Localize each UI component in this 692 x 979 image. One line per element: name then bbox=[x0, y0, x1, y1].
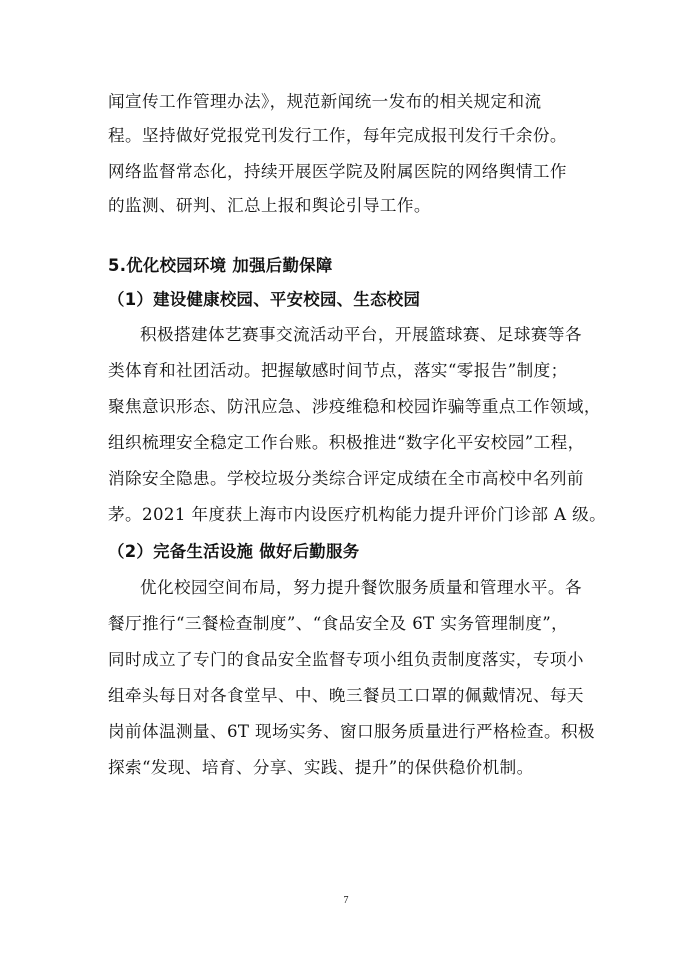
paragraph-line: 同时成立了专门的食品安全监督专项小组负责制度落实，专项小 bbox=[108, 650, 584, 669]
paragraph-line: 组牵头每日对各食堂早、中、晚三餐员工口罩的佩戴情况、每天 bbox=[108, 686, 584, 705]
paragraph-line: 岗前体温测量、6T 现场实务、窗口服务质量进行严格检查。积极 bbox=[108, 722, 595, 741]
paragraph-line: 餐厅推行“三餐检查制度”、“食品安全及 6T 实务管理制度”， bbox=[108, 614, 569, 633]
paragraph-line: 的监测、研判、汇总上报和舆论引导工作。 bbox=[108, 196, 431, 215]
paragraph-line: 聚焦意识形态、防汛应急、涉疫维稳和校园诈骗等重点工作领域， bbox=[108, 397, 601, 416]
paragraph-line: 闻宣传工作管理办法》，规范新闻统一发布的相关规定和流 bbox=[108, 92, 542, 111]
subsection-heading: （2）完备生活设施 做好后勤服务 bbox=[108, 542, 360, 561]
subsection-heading: （1）建设健康校园、平安校园、生态校园 bbox=[108, 290, 421, 309]
section-heading: 5.优化校园环境 加强后勤保障 bbox=[108, 256, 333, 275]
paragraph-line: 组织梳理安全稳定工作台账。积极推进“数字化平安校园”工程， bbox=[108, 433, 585, 452]
paragraph-line: 探索“发现、培育、分享、实践、提升”的保供稳价机制。 bbox=[108, 758, 534, 777]
paragraph-line: 类体育和社团活动。把握敏感时间节点，落实“零报告”制度； bbox=[108, 361, 568, 380]
paragraph-line: 优化校园空间布局，努力提升餐饮服务质量和管理水平。各 bbox=[140, 578, 582, 597]
paragraph-line: 积极搭建体艺赛事交流活动平台，开展篮球赛、足球赛等各 bbox=[140, 325, 582, 344]
paragraph-line: 消除安全隐患。学校垃圾分类综合评定成绩在全市高校中名列前 bbox=[108, 469, 584, 488]
paragraph-line: 茅。2021 年度获上海市内设医疗机构能力提升评价门诊部 A 级。 bbox=[108, 505, 607, 524]
paragraph-line: 程。坚持做好党报党刊发行工作，每年完成报刊发行千余份。 bbox=[108, 126, 567, 145]
page-number: 7 bbox=[343, 895, 349, 906]
paragraph-line: 网络监督常态化，持续开展医学院及附属医院的网络舆情工作 bbox=[108, 162, 567, 181]
